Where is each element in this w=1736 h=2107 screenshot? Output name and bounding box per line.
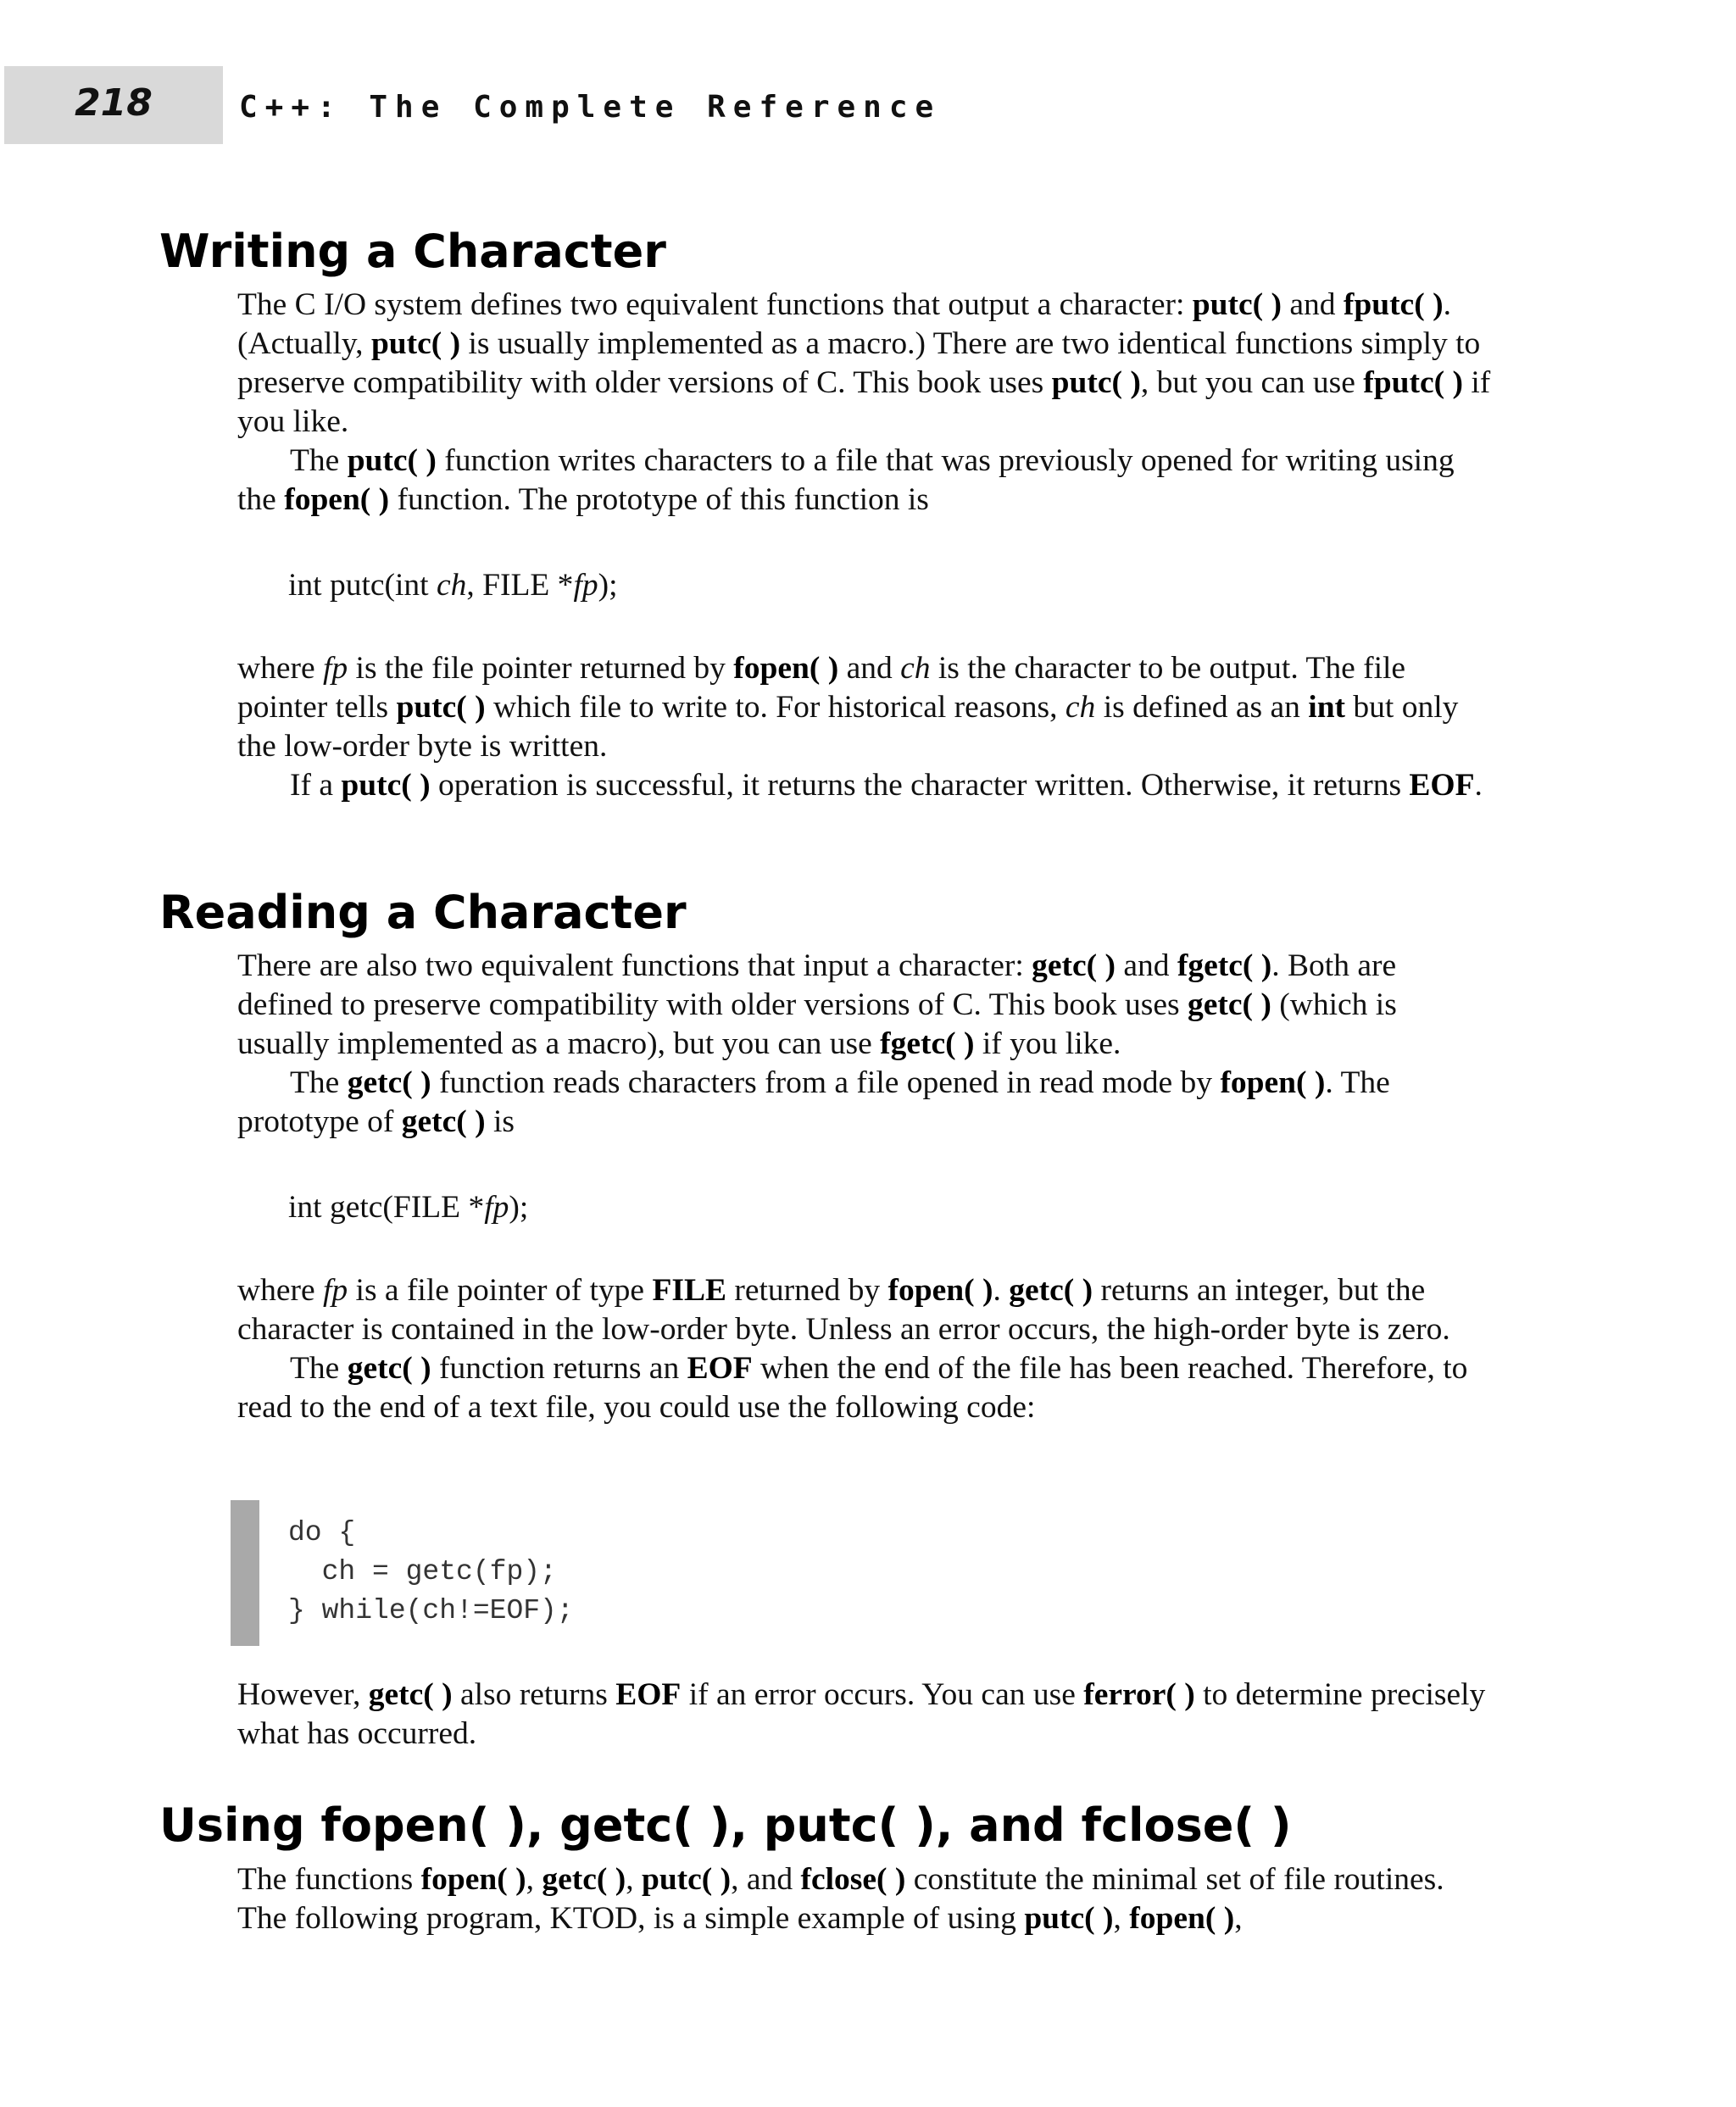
section2-body-b — [237, 1271, 1492, 1427]
prototype-getc: int getc(FILE *fp); — [288, 1190, 529, 1225]
page-number-box — [4, 66, 223, 144]
paragraph: There are also two equivalent functions that input a character: getc( ) and fgetc( ). Both are defined to preserve compatibility with older versions of C. This book uses getc( ) (which is usually implemented as a macro), but you can use fgetc( ) if you like. — [237, 948, 1397, 1061]
section3-body — [237, 1860, 1492, 1938]
section1-body-a — [237, 286, 1492, 520]
section-heading-writing: Writing a Character — [159, 225, 666, 278]
paragraph: where fp is the file pointer returned by fopen( ) and ch is the character to be output. The file pointer tells putc( ) which file to write to. For historical reasons, ch is defined as an int but only the low-order byte is written. — [237, 651, 1459, 764]
code-margin-bar — [231, 1500, 259, 1646]
section-heading-reading: Reading a Character — [159, 886, 687, 939]
page-number: 218 — [75, 81, 153, 125]
section2-body-c — [237, 1676, 1492, 1754]
paragraph: The getc( ) function reads characters from a file opened in read mode by fopen( ). The prototype of getc( ) is — [237, 1065, 1390, 1139]
section1-body-b — [237, 649, 1492, 805]
paragraph: If a putc( ) operation is successful, it returns the character written. Otherwise, it returns EOF. — [290, 768, 1483, 803]
paragraph: However, getc( ) also returns EOF if an error occurs. You can use ferror( ) to determine precisely what has occurred. — [237, 1677, 1486, 1751]
prototype-putc: int putc(int ch, FILE *fp); — [288, 568, 618, 603]
paragraph: The C I/O system defines two equivalent functions that output a character: putc( ) and fputc( ). (Actually, putc( ) is usually implemented as a macro.) There are two identical functions simply to preserve compatibility with older versions of C. This book uses putc( ), but you can use fputc( ) if you like. — [237, 287, 1491, 439]
section-heading-using: Using fopen( ), getc( ), putc( ), and fclose( ) — [159, 1798, 1292, 1852]
running-title: C++: The Complete Reference — [239, 90, 942, 125]
paragraph: The putc( ) function writes characters to a file that was previously opened for writing using the fopen( ) function. The prototype of this function is — [237, 443, 1455, 517]
paragraph: The getc( ) function returns an EOF when the end of the file has been reached. Therefore, to read to the end of a text file, you could use the following code: — [237, 1351, 1468, 1425]
paragraph: The functions fopen( ), getc( ), putc( ), and fclose( ) constitute the minimal set of file routines. The following program, KTOD, is a simple example of using putc( ), fopen( ), — [237, 1862, 1444, 1936]
paragraph: where fp is a file pointer of type FILE returned by fopen( ). getc( ) returns an integer, but the character is contained in the low-order byte. Unless an error occurs, the high-order byte is zero. — [237, 1273, 1450, 1347]
code-listing: do { ch = getc(fp); } while(ch!=EOF); — [288, 1517, 574, 1626]
section2-body-a — [237, 947, 1492, 1142]
